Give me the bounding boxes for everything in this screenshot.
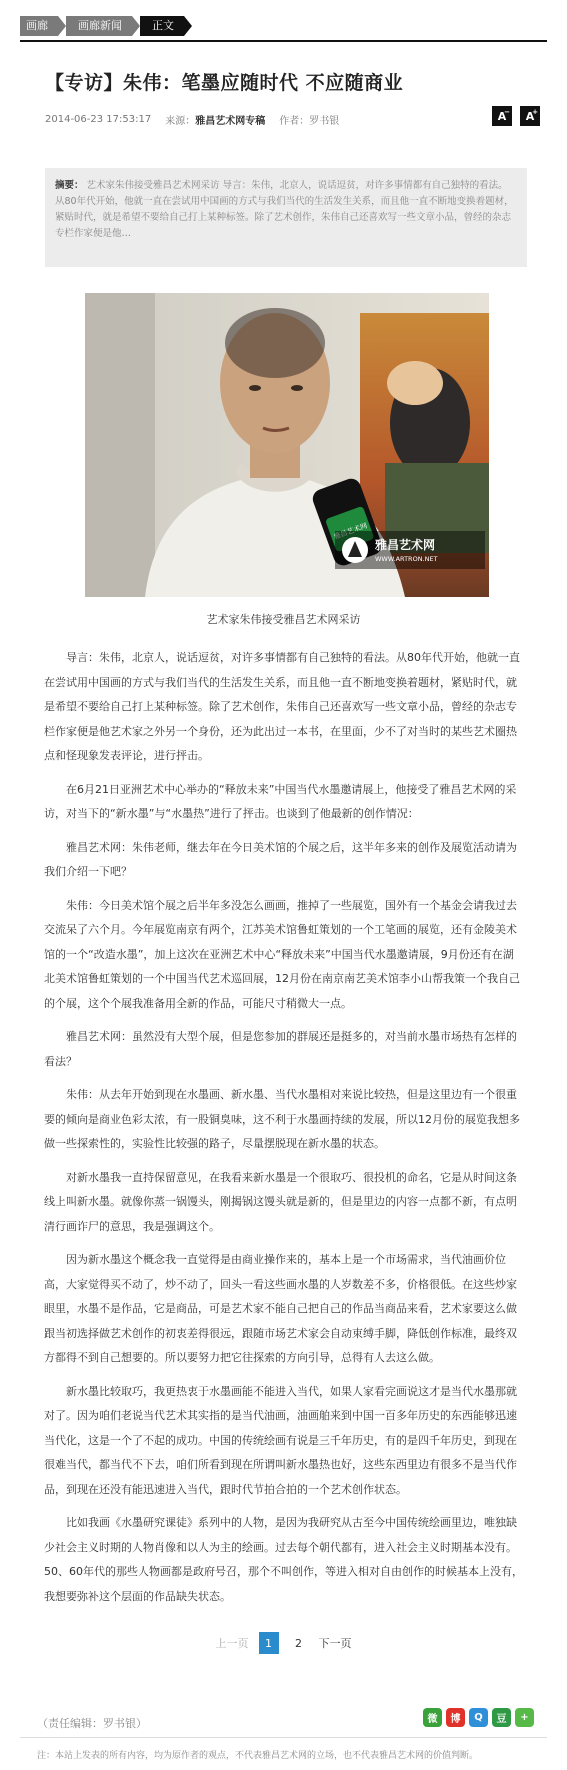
more-icon[interactable]: + — [515, 1708, 534, 1727]
plus-icon: + — [532, 108, 538, 116]
summary-label: 摘要： — [55, 180, 84, 191]
pagination — [0, 1632, 567, 1654]
article-meta — [45, 112, 339, 127]
prev-page-button[interactable]: 上一页 — [215, 1637, 249, 1650]
paragraph: 因为新水墨这个概念我一直觉得是由商业操作来的，基本上是一个市场需求，当代油画价位高，大家觉得买不动了，炒不动了，回头一看这些画水墨的人岁数差不多，价格很低。在这些炒家眼里，水墨不是作品，它是商品，可是艺术家不能自己把自己的作品当商品来看，艺术家要这么做跟当初选择做艺术创作的初衷差得很远，跟随市场艺术家会自动束缚手脚，降低创作标准，最终双方都得不到自己想要的。所以要努力把它往探索的方向引导，总得有人去这么做。 — [44, 1253, 517, 1364]
page-number-1[interactable]: 1 — [259, 1632, 279, 1654]
photo-caption: 艺术家朱伟接受雅昌艺术网采访 — [206, 613, 361, 626]
weibo-icon[interactable]: 博 — [446, 1708, 465, 1727]
disclaimer: 注：本站上发表的所有内容，均为原作者的观点，不代表雅昌艺术网的立场，也不代表雅昌艺术网的价值判断。 — [37, 1751, 479, 1761]
responsible-editor: （责任编辑：罗书银） — [37, 1717, 147, 1730]
paragraph: 对新水墨我一直持保留意见，在我看来新水墨是一个很取巧、很投机的命名，它是从时间这条线上叫新水墨。就像你蒸一锅馒头，刚揭锅这馒头就是新的，但是里边的内容一点都不新，有点明清行画诈尸的意思，我是强调这个。 — [44, 1170, 517, 1233]
font-size-controls — [492, 106, 540, 126]
breadcrumb — [20, 15, 192, 37]
next-page-button[interactable]: 下一页 — [318, 1637, 352, 1650]
author-field — [279, 112, 339, 127]
footer-divider — [20, 1737, 547, 1738]
publish-datetime: 2014-06-23 17:53:17 — [45, 114, 152, 125]
breadcrumb-current: 正文 — [140, 16, 184, 36]
paragraph: 比如我画《水墨研究课徒》系列中的人物，是因为我研究从古至今中国传统绘画里边，唯独缺少社会主义时期的人物肖像和以人为主的绘画。过去每个朝代都有，进入社会主义时期基本没有。50、60年代的那些人物画都是政府号召，那个不叫创作，等进入相对自由创作的时候基本上没有，我想要弥补这个层面的作品缺失状态。 — [44, 1516, 523, 1603]
font-larger-button[interactable]: A + — [520, 106, 540, 126]
summary-text: 艺术家朱伟接受雅昌艺术网采访 导言：朱伟，北京人，说话逗贫，对许多事情都有自己独特的看法。从80年代开始，他就一直在尝试用中国画的方式与我们当代的生活发生关系，而且他一直不断地变换着题材，紧贴时代，就是希望不要给自己打上某种标签。除了艺术创作，朱伟自己还喜欢写一些文章小品，曾经的杂志专栏作家便是他… — [55, 180, 514, 239]
douban-icon[interactable]: 豆 — [492, 1708, 511, 1727]
interview-photo-illustration — [85, 293, 489, 597]
paragraph: 朱伟：从去年开始到现在水墨画、新水墨、当代水墨相对来说比较热，但是这里边有一个很重要的倾向是商业色彩太浓，有一股铜臭味，这不利于水墨画持续的发展，所以12月份的展览我想多做一些探索性的，实验性比较强的路子，尽量摆脱现在新水墨的状态。 — [44, 1088, 520, 1150]
summary-box — [45, 168, 527, 267]
breadcrumb-gallery-news[interactable]: 画廊新闻 — [66, 16, 132, 36]
source-field — [165, 112, 265, 127]
article-body — [44, 646, 524, 1618]
header-divider — [20, 40, 547, 42]
watermark-name: 雅昌艺术网 — [375, 538, 436, 552]
author-value: 罗书银 — [309, 116, 340, 127]
paragraph: 雅昌艺术网：虽然没有大型个展，但是您参加的群展还是挺多的，对当前水墨市场热有怎样的看法？ — [44, 1030, 517, 1068]
author-label: 作者： — [279, 116, 310, 127]
watermark-url: WWW.ARTRON.NET — [375, 555, 438, 563]
wechat-icon[interactable]: 微 — [423, 1708, 442, 1727]
font-smaller-button[interactable]: A − — [492, 106, 512, 126]
source-label: 来源： — [165, 116, 196, 127]
share-bar — [423, 1708, 534, 1727]
source-value: 雅昌艺术网专稿 — [195, 116, 266, 127]
paragraph: 朱伟：今日美术馆个展之后半年多没怎么画画，推掉了一些展览，国外有一个基金会请我过去交流呆了六个月。今年展览南京有两个，江苏美术馆鲁虹策划的一个工笔画的展览，还有金陵美术馆的一个“改造水墨”，加上这次在亚洲艺术中心“释放未来”中国当代水墨邀请展，9月份还有在湖北美术馆鲁虹策划的一个中国当代艺术巡回展，12月份在南京南艺美术馆李小山帮我策一个我自己的个展，这个个展我准备用全新的作品，可能尺寸稍微大一点。 — [44, 898, 520, 1010]
paragraph: 雅昌艺术网：朱伟老师，继去年在今日美术馆的个展之后，这半年多来的创作及展览活动请为我们介绍一下吧？ — [44, 840, 517, 878]
paragraph: 在6月21日亚洲艺术中心举办的“释放未来”中国当代水墨邀请展上，他接受了雅昌艺术网的采访，对当下的“新水墨”与“水墨热”进行了抨击。也谈到了他最新的创作情况： — [44, 782, 517, 820]
paragraph: 新水墨比较取巧，我更热衷于水墨画能不能进入当代，如果人家看完画说这才是当代水墨那就对了。因为咱们老说当代艺术其实指的是当代油画，油画舶来到中国一百多年历史的东西能够迅速当代化，这是一个了不起的成功。中国的传统绘画有说是三千年历史，有的是四千年历史，到现在很难当代，都当代不下去，咱们所看到现在所谓叫新水墨热也好，这些东西里边有很多不是当代作品，到现在还没有能迅速进入当代，跟时代节拍合拍的一个艺术创作状态。 — [44, 1384, 517, 1496]
watermark — [335, 531, 485, 569]
qzone-icon[interactable]: Q — [469, 1708, 488, 1727]
breadcrumb-gallery[interactable]: 画廊 — [20, 16, 58, 36]
paragraph: 导言：朱伟，北京人，说话逗贫，对许多事情都有自己独特的看法。从80年代开始，他就一直在尝试用中国画的方式与我们当代的生活发生关系，而且他一直不断地变换着题材，紧贴时代，就是希望不要给自己打上某种标签。除了艺术创作，朱伟自己还喜欢写一些文章小品，曾经的杂志专栏作家便是他艺术家之外另一个身份，还为此出过一本书，在里面，少不了对当时的某些艺术圈热点和怪现象发表评论，进行抨击。 — [44, 651, 520, 762]
page-title: 【专访】朱伟：笔墨应随时代 不应随商业 — [45, 72, 404, 94]
minus-icon: − — [504, 108, 510, 116]
page-number-2[interactable]: 2 — [295, 1636, 302, 1650]
article-photo — [85, 293, 489, 597]
